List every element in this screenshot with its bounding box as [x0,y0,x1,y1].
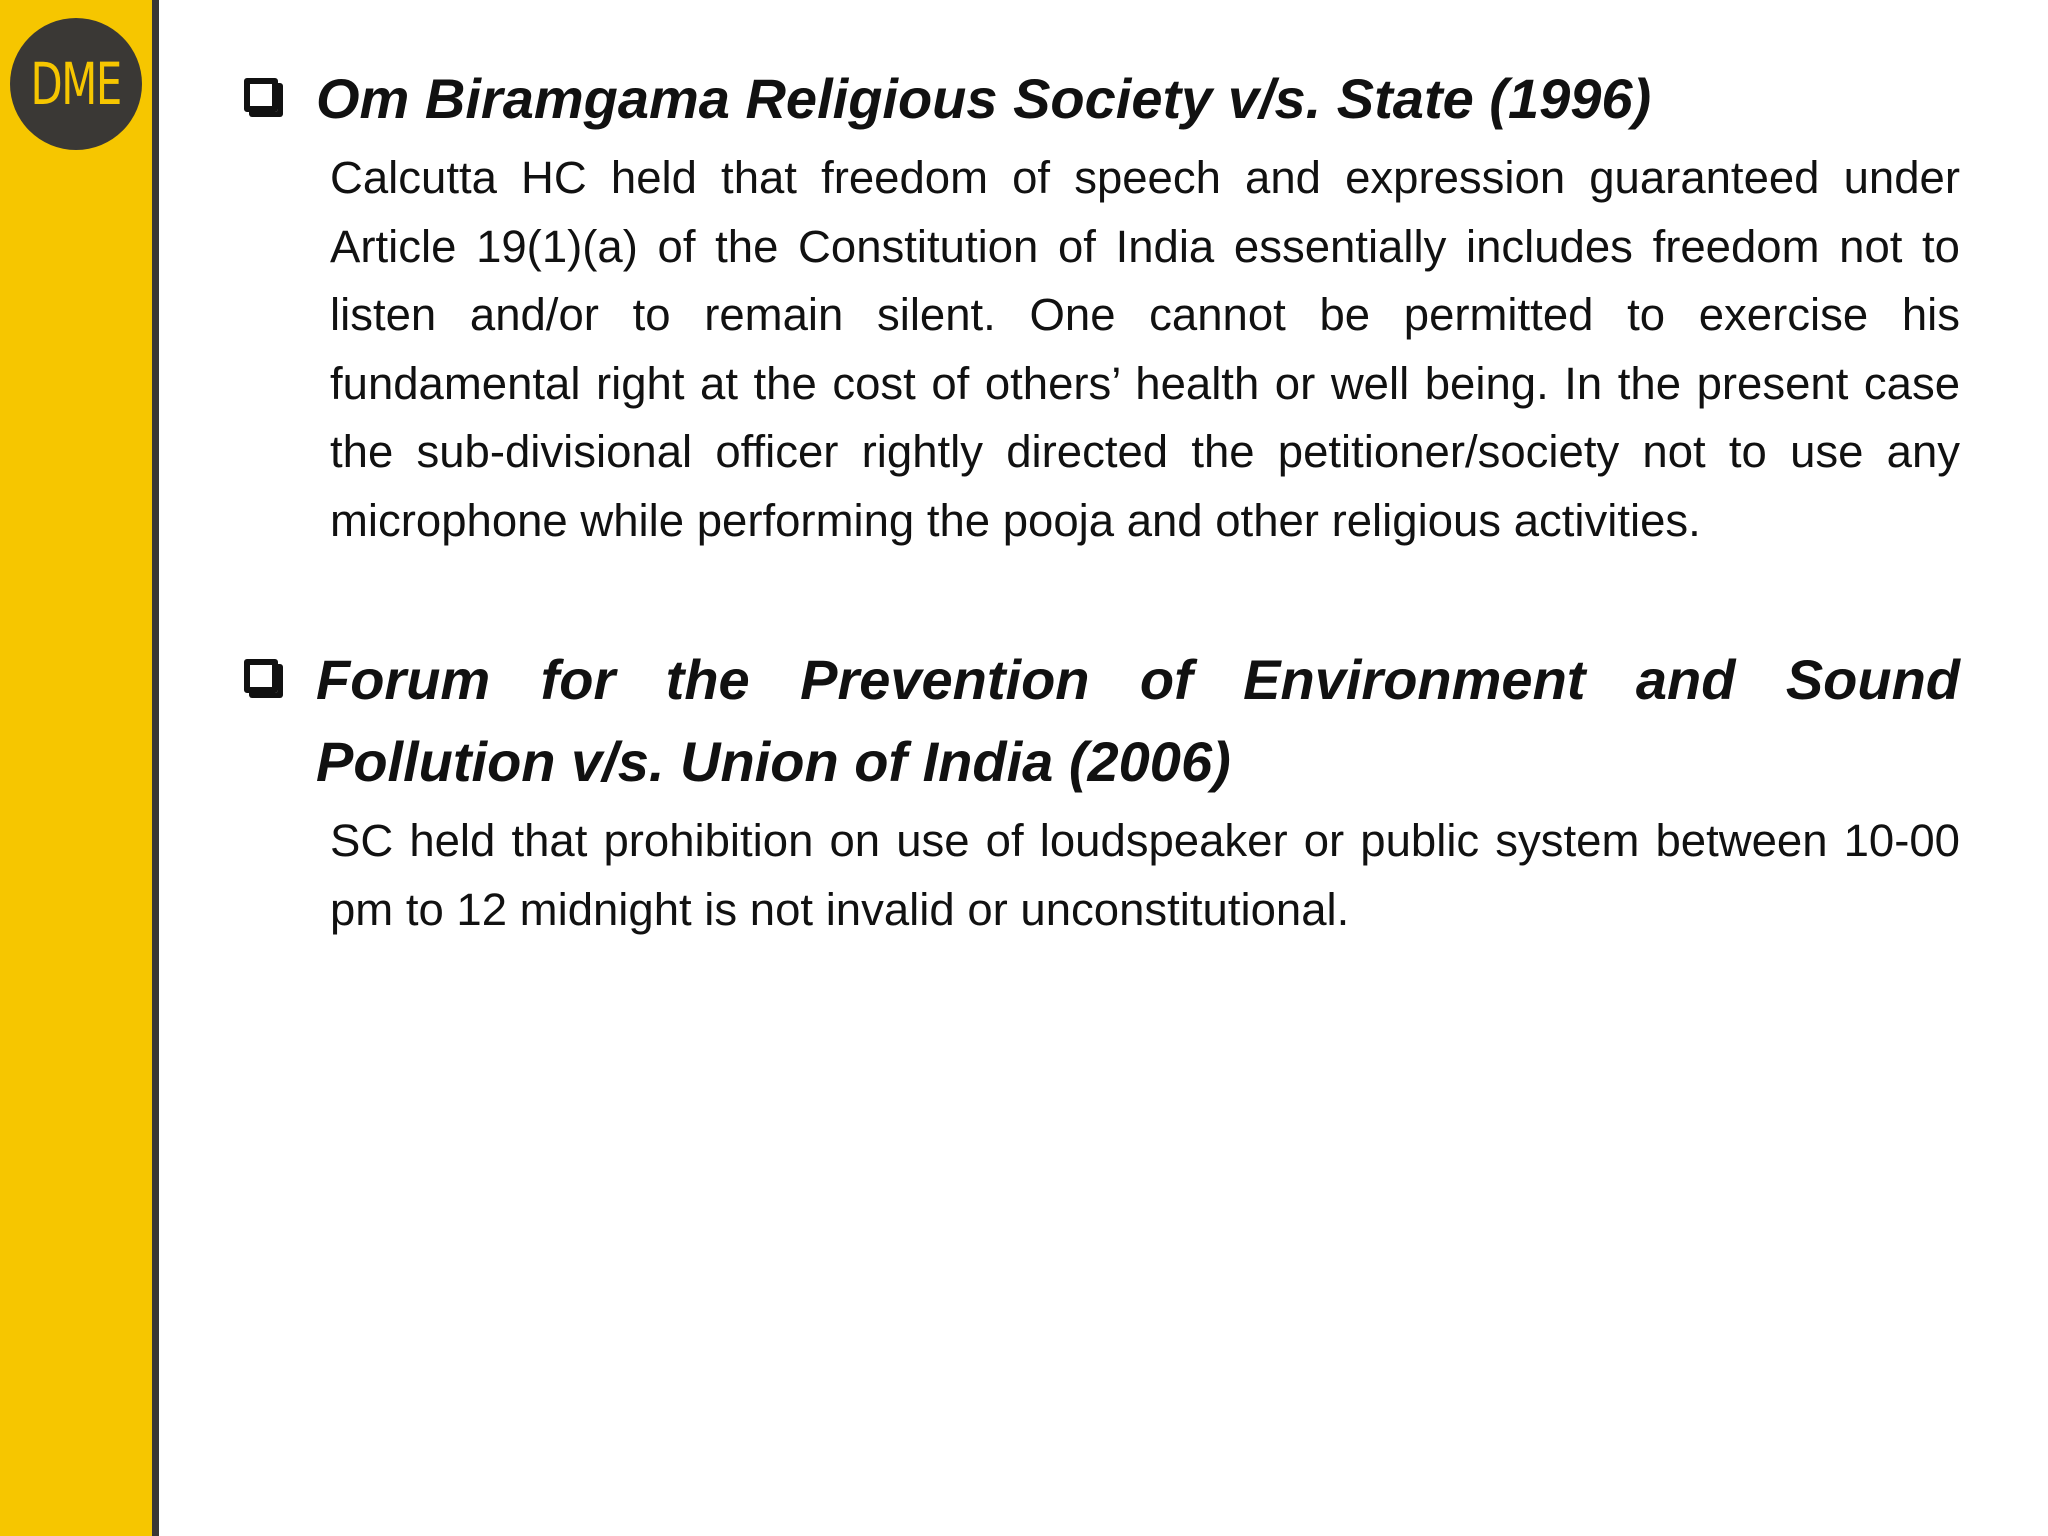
case-title-text: Forum for the Prevention of Environment and Sound Pollution v/s. Union of India (2006) [316,648,1960,793]
sidebar-band [0,0,152,1536]
case-title-text: Om Biramgama Religious Society v/s. State (1996) [316,67,1652,130]
case-item [240,58,1960,555]
case-summary: Calcutta HC held that freedom of speech and expression guaranteed under Article 19(1)(a) of the Constitution of India essentially includes freedom not to listen and/or to remain silent. One cannot be permitted to exercise his fundamental right at the cost of others’ health or well being. In the present case the sub-divisional officer rightly directed the petitioner/society not to use any microphone while performing the pooja and other religious activities. [330,152,1960,546]
case-title [240,58,1960,140]
case-title [240,639,1960,803]
dme-logo [10,18,142,150]
logo-text: DME [30,50,122,118]
checkbox-bullet-icon [244,78,278,112]
checkbox-bullet-icon [244,659,278,693]
case-item [240,639,1960,944]
sidebar-divider [152,0,159,1536]
case-summary: SC held that prohibition on use of loudspeaker or public system between 10-00 pm to 12 midnight is not invalid or unconstitutional. [330,815,1960,935]
slide-content [240,58,1960,944]
